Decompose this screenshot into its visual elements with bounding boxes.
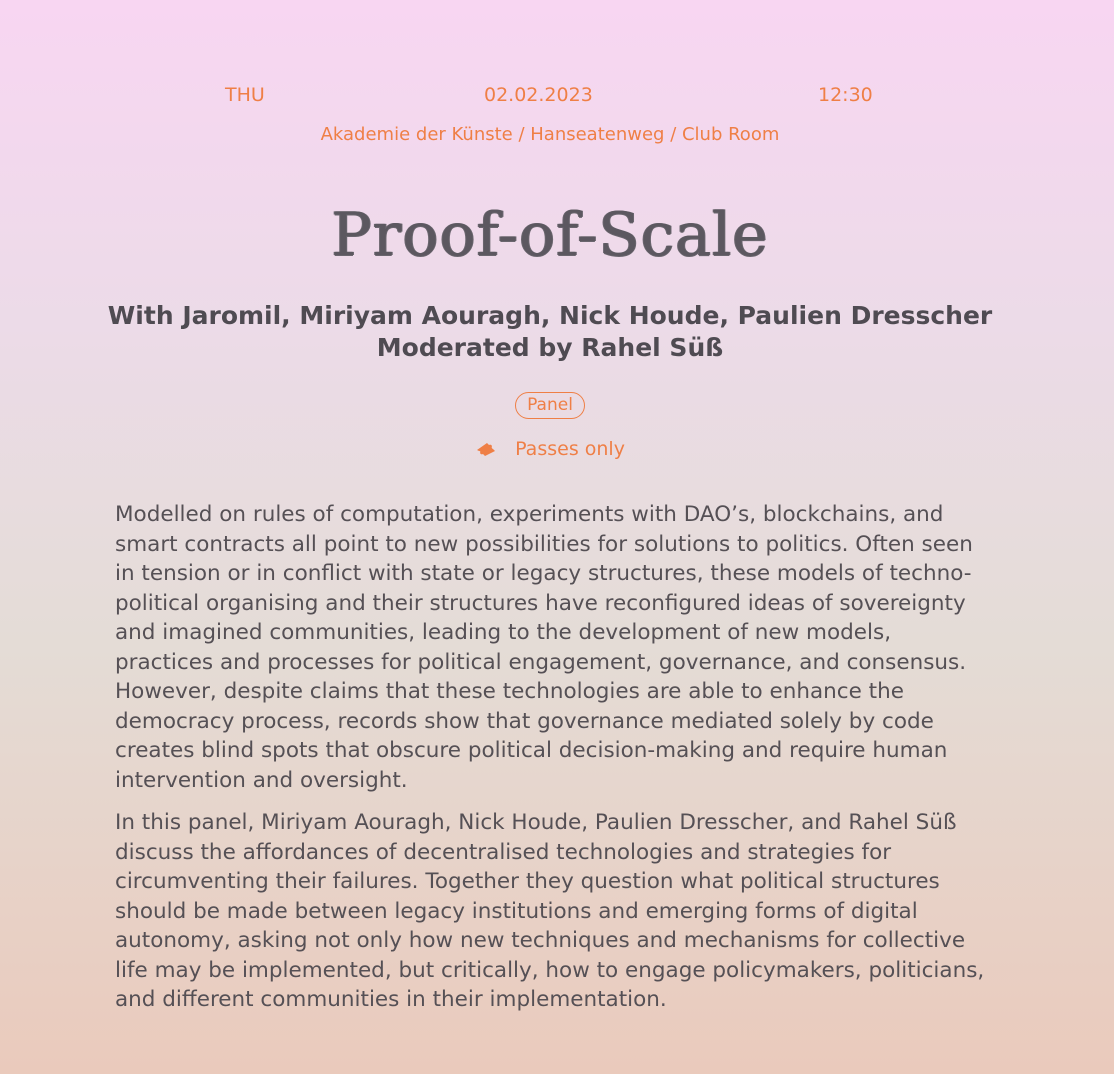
- moderator-line: Moderated by Rahel Süß: [376, 333, 724, 362]
- speakers-line: With Jaromil, Miriyam Aouragh, Nick Houde, Paulien Dresscher: [107, 301, 993, 330]
- speakers-block: [0, 300, 1100, 364]
- description-paragraph: In this panel, Miriyam Aouragh, Nick Houde, Paulien Dresscher, and Rahel Süß discuss the affordances of decentralised technologies and strategies for circumventing their failures. Together they question what political structures should be made between legacy institutions and emerging forms of digital autonomy, asking not only how new techniques and mechanisms for collective life may be implemented, but critically, how to engage policymakers, politicians, and different communities in their implementation.: [115, 810, 985, 1012]
- event-venue: Akademie der Künste / Hanseatenweg / Club Room: [320, 124, 780, 145]
- ticket-icon: [475, 440, 497, 456]
- event-time: 12:30: [818, 84, 873, 106]
- format-badge[interactable]: Panel: [515, 392, 585, 419]
- access-info: [0, 438, 1100, 460]
- access-label: Passes only: [515, 438, 625, 460]
- event-meta: [0, 84, 1114, 110]
- event-date: 02.02.2023: [484, 84, 593, 106]
- event-description: [115, 500, 995, 1028]
- page-title: Proof-of-Scale: [331, 200, 769, 270]
- format-badge-wrap: [0, 392, 1100, 419]
- description-paragraph: Modelled on rules of computation, experiments with DAO’s, blockchains, and smart contracts all point to new possibilities for solutions to politics. Often seen in tension or in conflict with state or legacy structures, these models of techno-political organising and their structures have reconfigured ideas of sovereignty and imagined communities, leading to the development of new models, practices and processes for political engagement, governance, and consensus. However, despite claims that these technologies are able to enhance the democracy process, records show that governance mediated solely by code creates blind spots that obscure political decision-making and require human intervention and oversight.: [115, 502, 973, 793]
- event-day: THU: [225, 84, 265, 106]
